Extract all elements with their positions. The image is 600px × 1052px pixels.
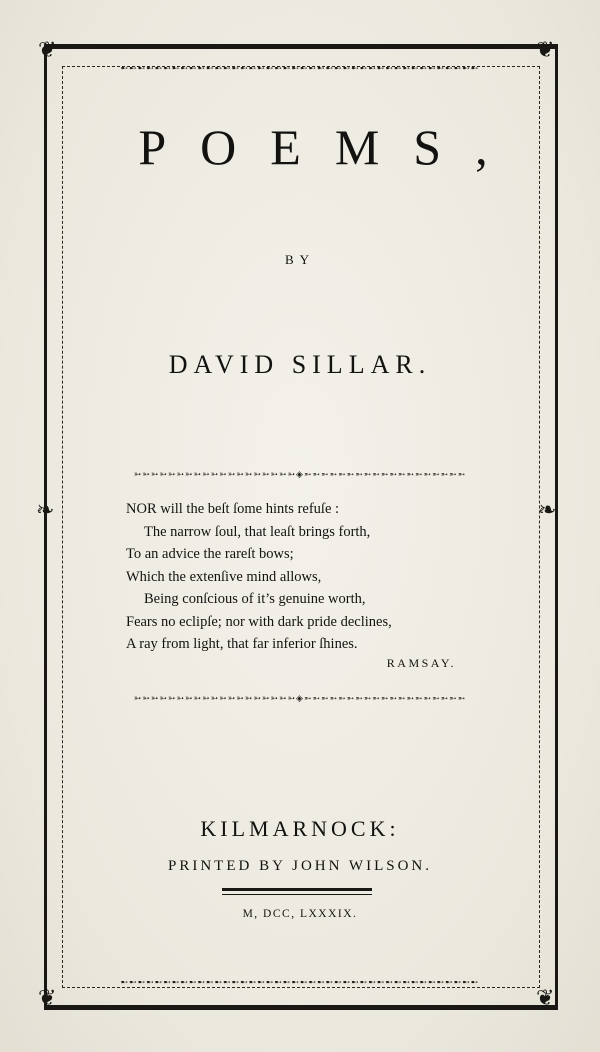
arrow-ornament-divider-icon: ➳➳➳➳➳➳➳➳➳➳➳➳➳➳➳➳➳➳➳◈➵➵➵➵➵➵➵➵➵➵➵➵➵➵➵➵➵➵➵ [133,694,467,704]
arrow-ornament-top-border-icon: ➸➸➸➸➸➸➸➸➸➸➸➸➸➸➸➸➸➸➸➸➸➸➸➸➸➸➸➸➸➸➸➸➸➸➸➸➸➸➸➸➸➸ [120,64,480,74]
epigraph-line: To an advice the rareſt bows; [126,546,294,562]
epigraph-line: A ray from light, that far inferior ſhines. [126,636,358,652]
imprint-date: M, DCC, LXXXIX. [242,908,358,920]
double-rule-top [222,888,372,891]
epigraph-line: NOR will the beſt ſome hints refuſe : [126,501,340,517]
epigraph-attribution: RAMSAY. [386,656,456,670]
book-title: POEMS, [138,119,522,175]
fleuron-corner-icon: ❦ [536,986,555,1011]
fleuron-side-icon: ❧ [36,498,55,523]
author-name: DAVID SILLAR. [168,350,432,379]
imprint-place: KILMARNOCK: [200,816,400,841]
epigraph [126,498,392,656]
epigraph-line: Being conſcious of it’s genuine worth, [144,591,366,607]
fleuron-corner-icon: ❦ [536,38,555,63]
fleuron-corner-icon: ❦ [38,38,57,63]
by-line: BY [284,252,316,267]
double-rule-bottom [222,894,372,895]
epigraph-line: Fears no eclipſe; nor with dark pride declines, [126,613,392,630]
epigraph-line: The narrow ſoul, that leaſt brings forth, [144,523,371,540]
fleuron-corner-icon: ❦ [38,986,57,1011]
arrow-ornament-divider-icon: ➳➳➳➳➳➳➳➳➳➳➳➳➳➳➳➳➳➳➳◈➵➵➵➵➵➵➵➵➵➵➵➵➵➵➵➵➵➵➵ [133,470,467,480]
fleuron-side-icon: ❧ [538,498,557,523]
imprint-printer: PRINTED BY JOHN WILSON. [168,858,432,874]
epigraph-line: Which the extenſive mind allows, [126,568,322,585]
arrow-ornament-bottom-border-icon: ➸➸➸➸➸➸➸➸➸➸➸➸➸➸➸➸➸➸➸➸➸➸➸➸➸➸➸➸➸➸➸➸➸➸➸➸➸➸➸➸➸➸ [120,978,480,988]
